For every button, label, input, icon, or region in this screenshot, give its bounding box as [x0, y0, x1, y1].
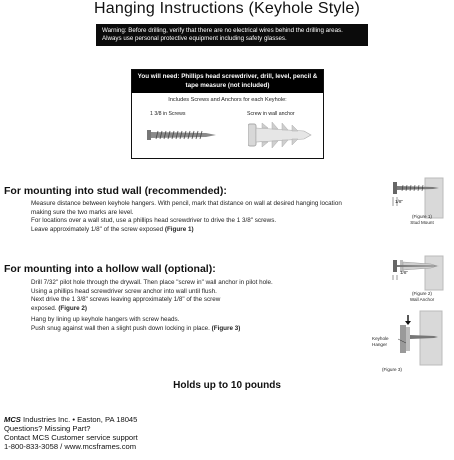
footer-phone-web: 1-800-833-3058 / www.mcsframes.com — [4, 442, 137, 451]
stud-step-1: Measure distance between keyhole hangers. With pencil, mark that distance on wall at desired hanging location making sure the two marks are level. — [31, 200, 342, 216]
stud-step-2: For locations over a wall stud, use a phillips head screwdriver to drive the 1 3/8" screws. — [31, 217, 277, 225]
figure-3-label: Keyhole Hanger — [372, 336, 389, 347]
tools-needed-heading: You will need: Phillips head screwdriver, drill, level, pencil & tape measure (not included) — [132, 70, 323, 93]
figure-2-diagram — [383, 254, 449, 294]
weight-capacity: Holds up to 10 pounds — [173, 380, 281, 391]
footer-questions: Questions? Missing Part? — [4, 424, 91, 433]
wall-anchor-image — [248, 118, 312, 152]
hollow-wall-heading: For mounting into a hollow wall (optional): — [4, 263, 216, 275]
hollow-wall-instructions — [31, 279, 361, 334]
footer-support: Contact MCS Customer service support — [4, 433, 138, 442]
hollow-step-3: Next drive the 1 3/8" screws leaving approximately 1/8" of the screw — [31, 296, 221, 304]
hollow-step-1: Drill 7/32" pilot hole through the drywall. Then place "screw in" wall anchor in pilot hole. — [31, 279, 273, 286]
page-title: Hanging Instructions (Keyhole Style) — [94, 0, 360, 17]
figure-2-dimension: 1/8" — [400, 270, 409, 275]
stud-step-3: Leave approximately 1/8" of the screw exposed (Figure 1) — [31, 225, 194, 233]
hollow-step-6: Push snug against wall then a slight push down locking in place. (Figure 3) — [31, 324, 241, 332]
figure-1-dimension: 1/8" — [395, 199, 404, 204]
hollow-step-5: Hang by lining up keyhole hangers with screw heads. — [31, 316, 180, 324]
figure-3-caption: (Figure 3) — [382, 367, 402, 372]
screw-label: 1 3/8 in Screws — [150, 111, 186, 117]
hollow-step-4: exposed. (Figure 2) — [31, 304, 87, 312]
figure-2-caption: (Figure 2) Wall Anchor — [409, 291, 435, 302]
screw-image — [146, 124, 218, 146]
footer-contact — [4, 415, 138, 451]
stud-wall-instructions — [31, 200, 361, 234]
figure-1-caption: (Figure 1) Stud Mount — [410, 214, 434, 225]
warning-banner: Warning: Before drilling, verify that there are no electrical wires behind the drilling areas. Always use personal protective equipment including safety glasses. — [96, 24, 368, 46]
hollow-step-2: Using a phillips head screwdriver screw anchor into wall until flush. — [31, 287, 217, 295]
stud-wall-heading: For mounting into stud wall (recommended): — [4, 185, 227, 197]
footer-company: MCS Industries Inc. • Easton, PA 18045 — [4, 415, 138, 424]
anchor-label: Screw in wall anchor — [247, 111, 295, 117]
includes-text: Includes Screws and Anchors for each Keyhole: — [168, 97, 287, 103]
